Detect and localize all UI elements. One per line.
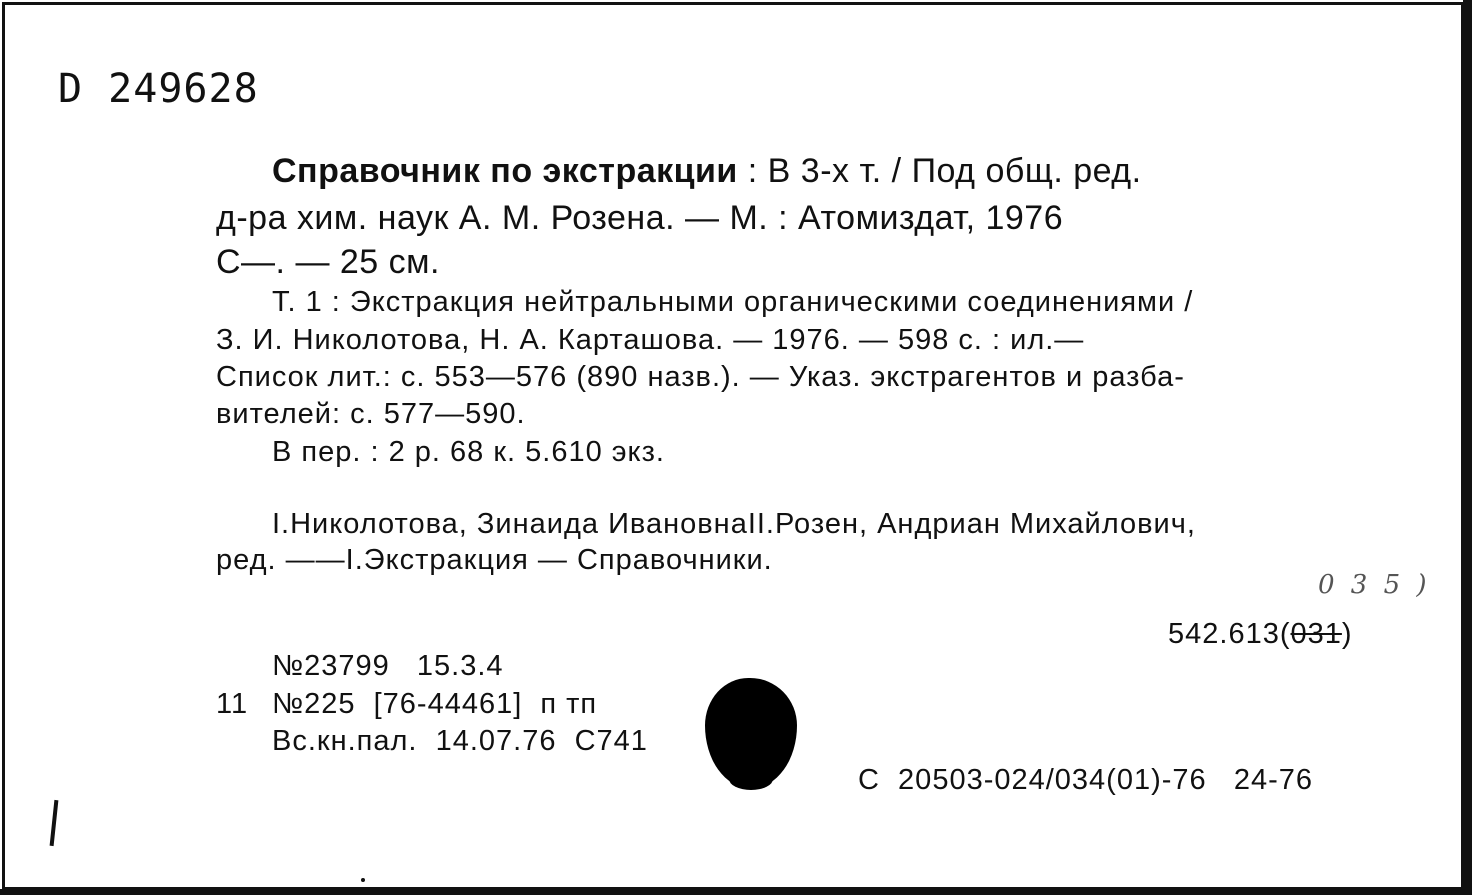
entry-line-1 — [272, 152, 1142, 191]
order-code: С 20503-024/034(01)-76 24-76 — [858, 764, 1314, 796]
udc-paren-open: ( — [1279, 618, 1291, 650]
imprint-line-2-prefix: 11 — [216, 688, 249, 720]
volume-line-2: З. И. Николотова, Н. А. Карташова. — 1976. — 598 с. : ил.— — [216, 324, 1085, 356]
imprint-line-3: Вс.кн.пал. 14.07.76 С741 — [272, 725, 648, 757]
scan-edge-bottom — [0, 889, 1472, 895]
tracings-line-2: ред. ——I.Экстракция — Справочники. — [216, 544, 773, 576]
udc-struck-code: 031 — [1290, 618, 1342, 650]
volume-line-3: Список лит.: с. 553—576 (890 назв.). — Указ. экстрагентов и разба- — [216, 361, 1185, 393]
catalog-id: D 249628 — [58, 66, 259, 112]
entry-title: Справочник по экстракции — [272, 152, 738, 190]
udc-number: 542.613 — [1168, 618, 1280, 650]
entry-line-1-rest: : В 3-х т. / Под общ. ред. — [737, 152, 1142, 190]
volume-line-1: Т. 1 : Экстракция нейтральными органическими соединениями / — [272, 286, 1194, 318]
udc-paren-close: ) — [1341, 618, 1353, 650]
entry-line-3: С—. — 25 см. — [216, 243, 440, 281]
volume-line-4: вителей: с. 577—590. — [216, 398, 526, 430]
volume-price: В пер. : 2 р. 68 к. 5.610 экз. — [272, 436, 665, 468]
entry-line-2: д-ра хим. наук А. М. Розена. — М. : Атомиздат, 1976 — [216, 199, 1064, 237]
imprint-line-1: №23799 15.3.4 — [272, 650, 504, 682]
scan-edge-right — [1463, 0, 1472, 895]
classification-number — [1168, 618, 1353, 651]
handwritten-mark: 0 3 5 ) — [1318, 570, 1431, 600]
scan-speck — [361, 878, 365, 882]
imprint-line-2: №225 [76-44461] п тп — [272, 688, 598, 720]
tracings-line-1: I.Николотова, Зинаида ИвановнаII.Розен, Андриан Михайлович, — [272, 508, 1196, 540]
